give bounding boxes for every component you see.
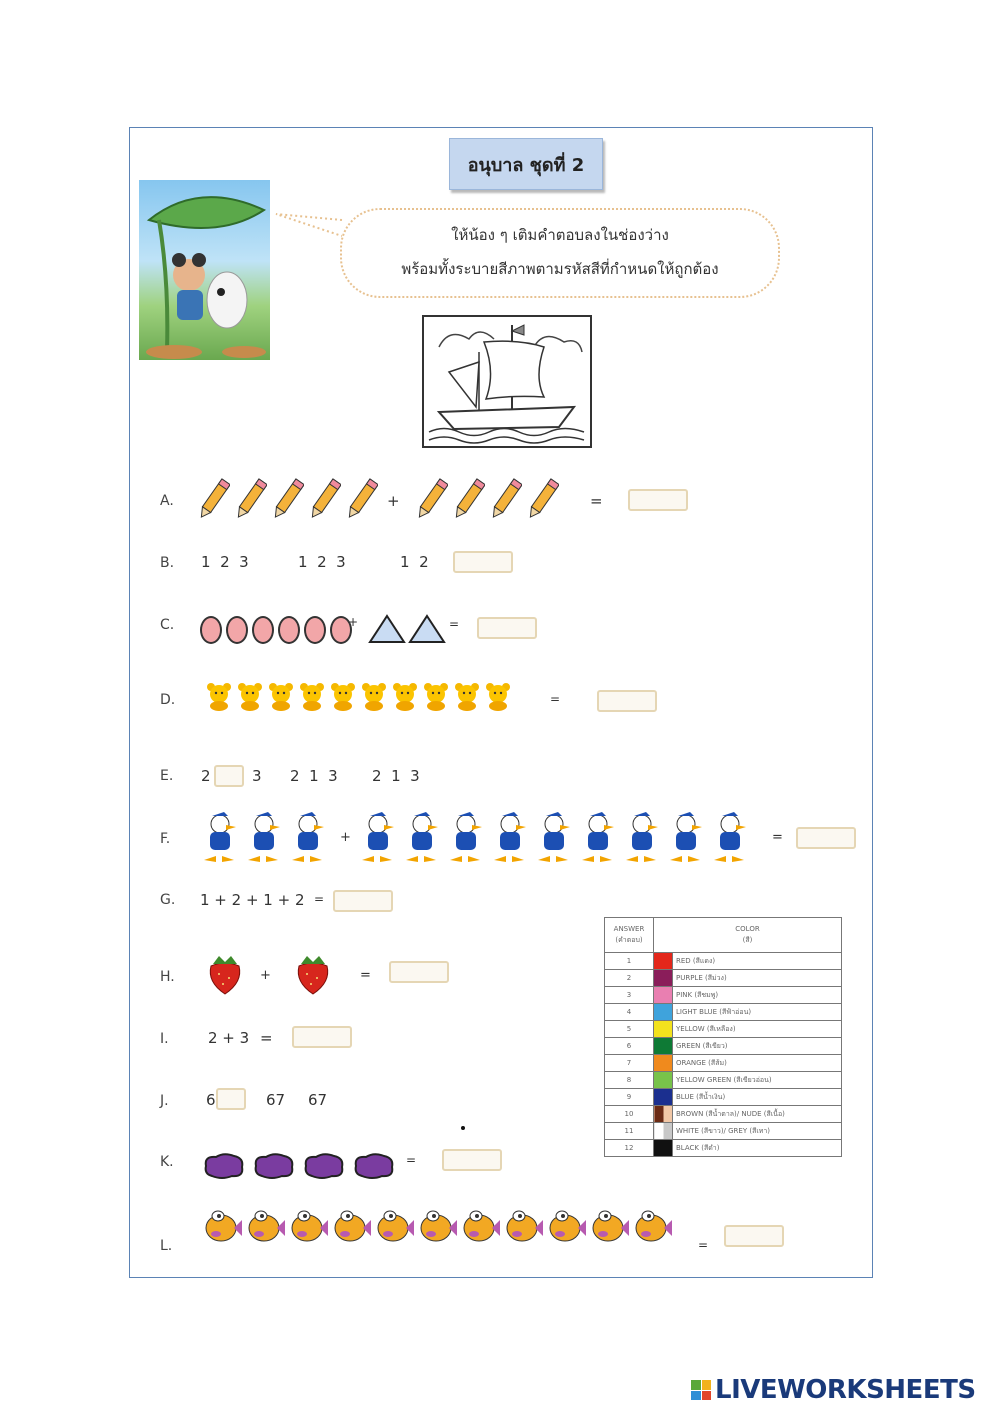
pencil-icon [309,476,341,522]
duck-icon [666,812,704,864]
fish-icon [204,1206,242,1246]
color-swatch [654,987,673,1004]
equals-sign: = [360,968,371,983]
plus-sign: + [260,968,271,983]
sequence-e-pre: 2 [201,767,211,785]
answer-box-c[interactable] [477,617,537,639]
duck-icon [288,812,326,864]
purple-blob-group [202,1152,402,1180]
duck-icon [534,812,572,864]
color-answer-number: 7 [605,1055,654,1072]
answer-box-g[interactable] [333,890,393,912]
color-table-row [605,1055,842,1072]
bear-icon [361,681,387,711]
row-label-h: H. [160,969,175,985]
color-answer-number: 12 [605,1140,654,1157]
row-label-f: F. [160,831,171,847]
pencil-icon [346,476,378,522]
purple-blob-shape [252,1152,296,1180]
answer-box-k[interactable] [442,1149,502,1171]
bear-icon [392,681,418,711]
fish-icon [333,1206,371,1246]
fish-icon [247,1206,285,1246]
purple-blob-shape [352,1152,396,1180]
duck-icon [200,812,238,864]
color-answer-number: 9 [605,1089,654,1106]
row-label-c: C. [160,617,175,633]
color-name: BLUE (สีน้ำเงิน) [673,1089,842,1106]
bear-icon [485,681,511,711]
pencil-icon [416,476,448,522]
row-label-k: K. [160,1154,174,1170]
sequence-j-2: 67 [266,1091,286,1109]
color-swatch [654,1140,673,1157]
answer-box-e[interactable] [214,765,244,787]
sequence-e-3: 2 1 3 [372,767,420,785]
equals-sign: = [550,692,561,706]
sequence-j-3: 67 [308,1091,328,1109]
purple-blob-shape [202,1152,246,1180]
color-table-row [605,1123,842,1140]
color-swatch [654,1004,673,1021]
color-answer-number: 1 [605,953,654,970]
color-swatch [654,1106,673,1123]
equals-sign: = [772,830,783,845]
color-answer-number: 2 [605,970,654,987]
answer-box-j[interactable] [216,1088,246,1110]
answer-box-d[interactable] [597,690,657,712]
blue-triangle-shape [408,614,446,644]
strawberry-icon [293,952,333,996]
fish-icon [376,1206,414,1246]
answer-header: ANSWER [613,925,645,933]
color-answer-number: 11 [605,1123,654,1140]
color-table-row [605,1038,842,1055]
pink-ellipse-shape [200,616,222,644]
answer-header-sub: (คำตอบ) [615,936,643,944]
color-table-row [605,1140,842,1157]
color-answer-number: 4 [605,1004,654,1021]
duck-icon [358,812,396,864]
strawberry-icon [205,952,245,996]
color-swatch [654,1089,673,1106]
bear-icon [268,681,294,711]
expression-g: 1 + 2 + 1 + 2 [200,891,305,909]
pencil-icon [527,476,559,522]
bear-icon [237,681,263,711]
sequence-e-post: 3 [252,767,262,785]
color-answer-number: 8 [605,1072,654,1089]
plus-sign: + [387,492,400,510]
color-header-sub: (สี) [742,936,753,944]
color-swatch [654,953,673,970]
duck-icon [710,812,748,864]
equals-sign: = [260,1029,273,1047]
color-table-row [605,987,842,1004]
duck-icon [244,812,282,864]
liveworksheets-logo [691,1375,976,1405]
answer-box-a[interactable] [628,489,688,511]
color-code-table [604,917,842,1157]
row-label-a: A. [160,493,174,509]
equals-sign: = [590,492,603,510]
color-name: WHITE (สีขาว)/ GREY (สีเทา) [673,1123,842,1140]
fish-icon [290,1206,328,1246]
instruction-line-2: พร้อมทั้งระบายสีภาพตามรหัสสีที่กำหนดให้ถูกต้อง [401,260,719,278]
liveworksheets-logo-icon [691,1380,711,1400]
row-label-b: B. [160,555,175,571]
pencil-group-right [416,476,564,522]
bear-group [206,681,516,711]
plus-sign: + [340,830,351,845]
color-header-cell [654,918,842,953]
equals-sign: = [314,892,325,906]
instruction-line-1: ให้น้อง ๆ เติมคำตอบลงในช่องว่าง [451,226,669,244]
duck-icon [446,812,484,864]
color-table-row [605,1072,842,1089]
triangle-group [368,614,448,644]
color-swatch [654,1072,673,1089]
pink-ellipse-shape [252,616,274,644]
kid-under-leaf-illustration [139,180,270,360]
fish-group [204,1206,677,1246]
row-label-j: J. [160,1093,169,1109]
equals-sign: = [698,1238,709,1252]
color-swatch [654,1055,673,1072]
color-name: LIGHT BLUE (สีฟ้าอ่อน) [673,1004,842,1021]
color-name: YELLOW (สีเหลือง) [673,1021,842,1038]
answer-box-f[interactable] [796,827,856,849]
pencil-icon [272,476,304,522]
color-name: BROWN (สีน้ำตาล)/ NUDE (สีเนื้อ) [673,1106,842,1123]
duck-icon [402,812,440,864]
worksheet-title: อนุบาล ชุดที่ 2 [449,138,603,190]
pencil-icon [490,476,522,522]
fish-icon [548,1206,586,1246]
ellipse-group [200,615,359,644]
row-label-e: E. [160,768,174,784]
color-name: PURPLE (สีม่วง) [673,970,842,987]
color-table-row [605,953,842,970]
equals-sign: = [406,1153,417,1167]
equals-sign: = [449,617,460,631]
sequence-e-2: 2 1 3 [290,767,338,785]
bear-icon [454,681,480,711]
color-name: RED (สีแดง) [673,953,842,970]
bear-icon [299,681,325,711]
color-header: COLOR [735,925,760,933]
pencil-icon [198,476,230,522]
instruction-speech-bubble [340,208,780,298]
color-answer-number: 10 [605,1106,654,1123]
answer-box-i[interactable] [292,1026,352,1048]
stray-dot [461,1126,465,1130]
purple-blob-shape [302,1152,346,1180]
color-answer-number: 5 [605,1021,654,1038]
fish-icon [591,1206,629,1246]
fish-icon [634,1206,672,1246]
blue-triangle-shape [368,614,406,644]
row-label-d: D. [160,692,176,708]
sequence-b-2: 1 2 3 [298,553,346,571]
color-table-row [605,1106,842,1123]
row-label-i: I. [160,1031,169,1047]
fish-icon [419,1206,457,1246]
answer-box-b[interactable] [453,551,513,573]
color-table-row [605,1089,842,1106]
fish-icon [462,1206,500,1246]
answer-header-cell [605,918,654,953]
color-name: GREEN (สีเขียว) [673,1038,842,1055]
fish-icon [505,1206,543,1246]
duck-icon [622,812,660,864]
color-swatch [654,1021,673,1038]
plus-sign: + [348,615,359,629]
color-answer-number: 3 [605,987,654,1004]
pencil-icon [453,476,485,522]
color-swatch [654,1038,673,1055]
color-swatch [654,1123,673,1140]
row-label-l: L. [160,1238,173,1254]
duck-group-right [358,812,754,864]
speech-bubble-tail [274,210,344,240]
duck-icon [578,812,616,864]
pencil-group-left [198,476,383,522]
color-table-row [605,970,842,987]
pink-ellipse-shape [226,616,248,644]
color-name: ORANGE (สีส้ม) [673,1055,842,1072]
color-table-row [605,1021,842,1038]
row-label-g: G. [160,892,176,908]
bear-icon [330,681,356,711]
expression-i: 2 + 3 [208,1029,250,1047]
bear-icon [423,681,449,711]
liveworksheets-logo-text: LIVEWORKSHEETS [715,1375,976,1405]
duck-icon [490,812,528,864]
pencil-icon [235,476,267,522]
answer-box-h[interactable] [389,961,449,983]
duck-group-left [200,812,332,864]
answer-box-l[interactable] [724,1225,784,1247]
color-name: YELLOW GREEN (สีเขียวอ่อน) [673,1072,842,1089]
bear-icon [206,681,232,711]
color-answer-number: 6 [605,1038,654,1055]
pink-ellipse-shape [278,616,300,644]
sequence-j-pre: 6 [206,1091,216,1109]
sequence-b-3: 1 2 [400,553,429,571]
color-swatch [654,970,673,987]
color-name: BLACK (สีดำ) [673,1140,842,1157]
pink-ellipse-shape [304,616,326,644]
color-table-row [605,1004,842,1021]
sequence-b-1: 1 2 3 [201,553,249,571]
color-name: PINK (สีชมพู) [673,987,842,1004]
ship-coloring-picture [422,315,592,448]
